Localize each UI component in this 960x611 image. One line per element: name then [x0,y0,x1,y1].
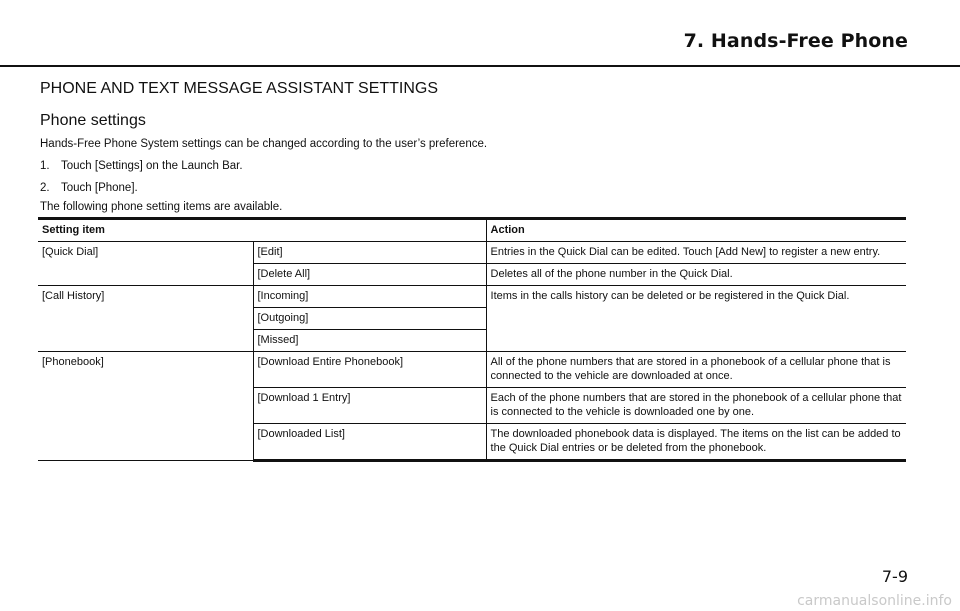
watermark: carmanualsonline.info [797,593,952,609]
action-edit: Entries in the Quick Dial can be edited. Touch [Add New] to register a new entry. [486,242,906,264]
header-action: Action [486,219,906,242]
item-download-entire: [Download Entire Phonebook] [253,352,486,388]
action-delete-all: Deletes all of the phone number in the Quick Dial. [486,264,906,286]
group-call-history: [Call History] [38,286,253,352]
item-download-one: [Download 1 Entry] [253,388,486,424]
table-row [38,286,906,308]
subsection-title: Phone settings [40,112,146,129]
step-item [40,182,138,194]
table-row [38,242,906,264]
item-outgoing: [Outgoing] [253,308,486,330]
step-text: Touch [Phone]. [61,182,138,194]
group-quick-dial: [Quick Dial] [38,242,253,286]
intro-paragraph: Hands-Free Phone System settings can be changed according to the user’s preference. [40,138,488,150]
group-phonebook: [Phonebook] [38,352,253,461]
header-rule [0,65,960,67]
item-edit: [Edit] [253,242,486,264]
chapter-title: 7. Hands-Free Phone [683,30,908,52]
action-call-history: Items in the calls history can be deleted or be registered in the Quick Dial. [486,286,906,352]
step-text: Touch [Settings] on the Launch Bar. [61,160,243,172]
action-download-entire: All of the phone numbers that are stored in a phonebook of a cellular phone that is connected to the vehicle are downloaded at once. [486,352,906,388]
action-downloaded-list: The downloaded phonebook data is displayed. The items on the list can be added to the Quick Dial entries or be deleted from the phonebook. [486,424,906,461]
table-row [38,352,906,388]
item-missed: [Missed] [253,330,486,352]
item-delete-all: [Delete All] [253,264,486,286]
step-number: 1. [40,160,50,172]
section-title: PHONE AND TEXT MESSAGE ASSISTANT SETTINGS [40,80,439,97]
header-setting-item: Setting item [38,219,486,242]
step-item [40,160,243,172]
item-downloaded-list: [Downloaded List] [253,424,486,461]
action-download-one: Each of the phone numbers that are stored in the phonebook of a cellular phone that is connected to the vehicle is downloaded one by one. [486,388,906,424]
phone-settings-table [38,217,906,462]
step-number: 2. [40,182,50,194]
table-intro: The following phone setting items are available. [40,201,283,213]
page-number: 7-9 [881,567,908,586]
table-header-row [38,219,906,242]
item-incoming: [Incoming] [253,286,486,308]
